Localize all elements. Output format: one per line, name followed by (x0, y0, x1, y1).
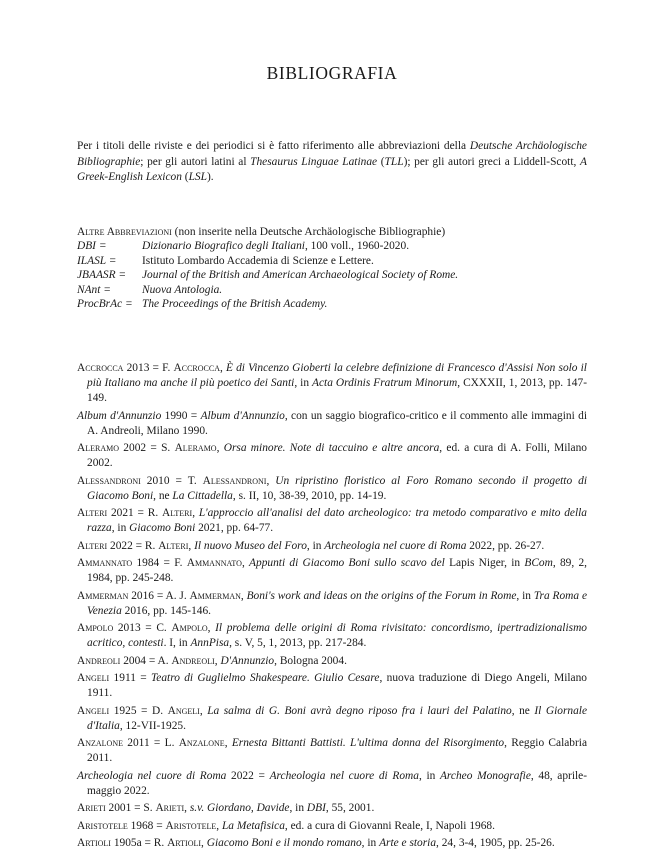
reference-entry: Ammerman 2016 = A. J. Ammerman, Boni's work and ideas on the origins of the Forum in Rome, in Tra Roma e Venezia 2016, pp. 145-146. (77, 589, 587, 617)
reference-entry: Aleramo 2002 = S. Aleramo, Orsa minore. Note di taccuino e altre ancora, ed. a cura di A. Folli, Milano 2002. (77, 442, 587, 469)
abbreviation-key: ProcBrAc = (77, 298, 133, 311)
reference-entry: Andreoli 2004 = A. Andreoli, D'Annunzio, Bologna 2004. (77, 654, 347, 667)
intro-paragraph (77, 139, 587, 186)
abbreviation-value: Nuova Antologia. (142, 283, 223, 296)
intro-text: ). (206, 171, 214, 184)
abbreviation-row (77, 297, 587, 311)
abbreviation-row (77, 283, 587, 297)
abbreviation-value: Istituto Lombardo Accademia di Scienze e Lettere. (142, 254, 374, 267)
abbreviation-key: ILASL = (77, 254, 117, 267)
reference-entry: Anzalone 2011 = L. Anzalone, Ernesta Bittanti Battisti. L'ultima donna del Risorgimento, Reggio Calabria 2011. (77, 737, 587, 764)
reference-entry: Artioli 1905a = R. Artioli, Giacomo Boni e il mondo romano, in Arte e storia, 24, 3-4, 1905, pp. 25-26. (77, 837, 555, 849)
intro-text: ); per gli autori greci a Liddell-Scott, (403, 155, 581, 168)
reference-entry: Ammannato 1984 = F. Ammannato, Appunti di Giacomo Boni sullo scavo del Lapis Niger, in BCom, 89, 2, 1984, pp. 245-248. (77, 557, 587, 584)
reference-entry: Aristotele 1968 = Aristotele, La Metafisica, ed. a cura di Giovanni Reale, I, Napoli 1968. (77, 819, 495, 832)
references-list (77, 361, 587, 854)
abbreviation-key: DBI = (77, 240, 107, 253)
intro-italic: A Greek-English Lexicon (77, 155, 587, 184)
abbreviation-key: NAnt = (77, 283, 111, 296)
reference-entry: Alteri 2022 = R. Alteri, Il nuovo Museo del Foro, in Archeologia nel cuore di Roma 2022, pp. 26-27. (77, 539, 545, 552)
reference-entry: Album d'Annunzio 1990 = Album d'Annunzio, con un saggio biografico-critico e il commento alle immagini di A. Andreoli, Milano 1990. (77, 409, 587, 437)
abbreviation-row (77, 268, 587, 282)
abbreviation-row (77, 254, 587, 268)
reference-entry: Accrocca 2013 = F. Accrocca, È di Vincenzo Gioberti la celebre definizione di Francesco d'Assisi Non solo il più Italiano ma anche il più poetico dei Santi, in Acta Ordinis Fratrum Minorum, CXXXII, 1, 2013, pp. 147-149. (77, 362, 587, 404)
intro-italic: LSL (188, 171, 207, 184)
reference-entry: Angeli 1911 = Teatro di Guglielmo Shakespeare. Giulio Cesare, nuova traduzione di Diego Angeli, Milano 1911. (77, 672, 588, 699)
intro-italic: TLL (384, 155, 404, 168)
abbreviation-row (77, 239, 587, 253)
abbreviations-section (77, 225, 587, 311)
reference-entry: Ampolo 2013 = C. Ampolo, Il problema delle origini di Roma rivisitato: concordismo, ipertradizionalismo acritico, contesti. I, in AnnPisa, s. V, 5, 1, 2013, pp. 217-284. (77, 622, 587, 649)
abbreviation-value: The Proceedings of the British Academy. (142, 298, 328, 311)
reference-entry: Angeli 1925 = D. Angeli, La salma di G. Boni avrà degno riposo fra i lauri del Palatino, ne Il Giornale d'Italia, 12-VII-1925. (77, 704, 588, 732)
reference-entry: Archeologia nel cuore di Roma 2022 = Archeologia nel cuore di Roma, in Archeo Monografie, 48, aprile-maggio 2022. (77, 769, 588, 797)
abbreviation-value: Dizionario Biografico degli Italiani, 100 voll., 1960-2020. (142, 240, 410, 253)
intro-text: ( (377, 155, 385, 168)
intro-text: ; per gli autori latini al (140, 155, 251, 168)
reference-entry: Arieti 2001 = S. Arieti, s.v. Giordano, Davide, in DBI, 55, 2001. (77, 802, 375, 814)
abbreviation-key: JBAASR = (77, 269, 127, 282)
reference-entry: Alteri 2021 = R. Alteri, L'approccio all'analisi del dato archeologico: tra metodo comparativo e mito della razza, in Giacomo Boni 2021, pp. 64-77. (77, 507, 588, 534)
intro-text: ( (181, 171, 189, 184)
reference-entry: Alessandroni 2010 = T. Alessandroni, Un ripristino floristico al Foro Romano secondo il progetto di Giacomo Boni, ne La Cittadella, s. II, 10, 38-39, 2010, pp. 14-19. (77, 474, 587, 502)
abbreviation-value: Journal of the British and American Archaeological Society of Rome. (142, 269, 459, 282)
intro-italic: Deutsche Archäologische Bibliographie (77, 140, 587, 168)
intro-text: Per i titoli delle riviste e dei periodici si è fatto riferimento alle abbreviazioni della (77, 140, 470, 152)
abbreviations-heading: Altre Abbreviazioni (non inserite nella Deutsche Archäologische Bibliographie) (77, 226, 446, 238)
page-title: BIBLIOGRAFIA (266, 63, 398, 83)
intro-italic: Thesaurus Linguae Latinae (250, 155, 378, 168)
